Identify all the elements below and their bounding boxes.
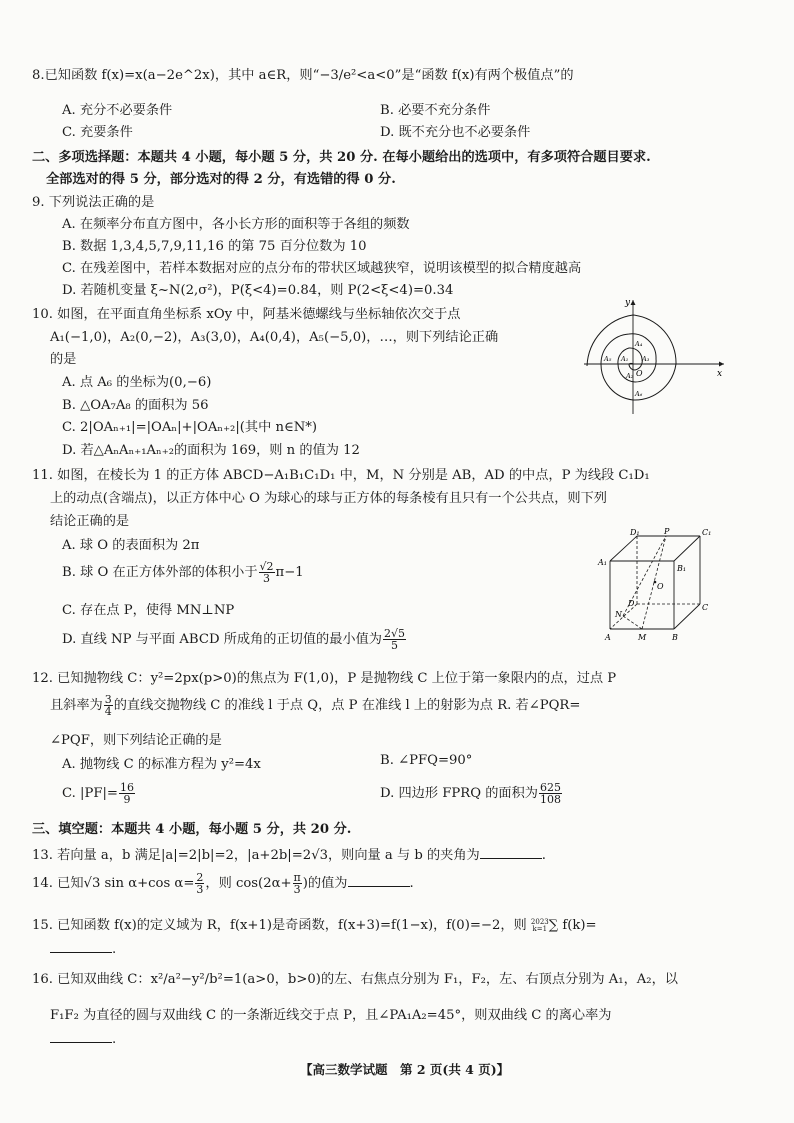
- q13-text: 13. 若向量 a，b 满足|a|=2|b|=2，|a+2b|=2√3，则向量 a 与 b 的夹角为: [32, 848, 480, 863]
- q9-stem: 9. 下列说法正确的是: [32, 195, 155, 210]
- q13-answer-blank[interactable]: [480, 846, 542, 859]
- q10-option-a: A. 点 A₆ 的坐标为(0,−6): [62, 375, 212, 390]
- q10-stem-line1: 10. 如图，在平面直角坐标系 xOy 中，阿基米德螺线与坐标轴依次交于点: [32, 307, 461, 322]
- q11-stem-line1: 11. 如图，在棱长为 1 的正方体 ABCD−A₁B₁C₁D₁ 中，M，N 分别是 AB，AD 的中点，P 为线段 C₁D₁: [32, 468, 650, 483]
- y-axis-arrow: [631, 300, 636, 305]
- a5-label: A₅: [604, 355, 612, 363]
- q12-option-d: [380, 782, 563, 805]
- q13-period: .: [541, 848, 546, 863]
- q10-option-c: C. 2|OAₙ₊₁|=|OAₙ|+|OAₙ₊₂|(其中 n∈N*): [62, 420, 318, 435]
- archimedean-spiral-figure: [578, 296, 728, 418]
- d1-label: D₁: [630, 528, 640, 537]
- q12-option-b: B. ∠PFQ=90°: [380, 753, 473, 768]
- q12-option-c-text: C. |PF|=: [62, 786, 118, 801]
- q12-option-d-fraction: [539, 782, 562, 805]
- q11-stem-line3: 结论正确的是: [50, 514, 130, 529]
- q11-option-b-text: B. 球 O 在正方体外部的体积小于: [62, 565, 258, 580]
- a-label: A: [605, 633, 611, 642]
- q9-option-c: C. 在残差图中，若样本数据对应的点分布的带状区域越狭窄，说明该模型的拟合精度越高: [62, 261, 582, 276]
- section2-note: 全部选对的得 5 分，部分选对的得 2 分，有选错的得 0 分.: [46, 172, 396, 187]
- q13-stem: [32, 844, 546, 863]
- q15-text: 15. 已知函数 f(x)的定义域为 R，f(x+1)是奇函数，f(x+3)=f(1−x)，f(0)=−2，则: [32, 918, 527, 933]
- q14-stem: [32, 872, 414, 895]
- q11-option-c: C. 存在点 P，使得 MN⊥NP: [62, 603, 235, 618]
- a2-label: A₂: [626, 372, 634, 380]
- y-label: y: [625, 298, 631, 308]
- q10-option-d: D. 若△AₙAₙ₊₁Aₙ₊₂的面积为 169，则 n 的值为 12: [62, 443, 360, 458]
- n-label: N: [615, 610, 622, 619]
- section2-title: 二、多项选择题：本题共 4 小题，每小题 5 分，共 20 分. 在每小题给出的选项中，有多项符合题目要求.: [32, 150, 651, 165]
- q14-post: )的值为: [302, 876, 348, 891]
- q12-stem-line2-post: 的直线交抛物线 C 的准线 l 于点 Q，点 P 在准线 l 上的射影为点 R. 若∠PQR=: [113, 698, 581, 713]
- q10-stem-line3: 的是: [50, 352, 77, 367]
- q11-option-d: [62, 628, 407, 651]
- q11-option-d-text: D. 直线 NP 与平面 ABCD 所成角的正切值的最小值为: [62, 632, 382, 647]
- q15-sum: ∑ f(k)=: [548, 918, 597, 933]
- q12-option-d-text: D. 四边形 FPRQ 的面积为: [380, 786, 538, 801]
- a3-label: A₃: [642, 355, 650, 363]
- p-label: P: [664, 527, 670, 536]
- cube-figure: [592, 526, 714, 644]
- q14-mid: ，则 cos(2α+: [205, 876, 292, 891]
- q12-option-c-fraction: [119, 782, 135, 805]
- a1-label: A₁: [621, 355, 629, 363]
- x-axis-arrow: [719, 362, 724, 367]
- q11-option-a: A. 球 O 的表面积为 2π: [62, 538, 200, 553]
- q14-answer-blank[interactable]: [348, 874, 410, 887]
- m-label: M: [638, 633, 647, 642]
- q12-option-c: [62, 782, 136, 805]
- q11-option-d-fraction: [383, 628, 406, 651]
- section3-title: 三、填空题：本题共 4 小题，每小题 5 分，共 20 分.: [32, 822, 352, 837]
- q12-slope-fraction: [104, 694, 113, 717]
- q14-text: 14. 已知√3 sin α+cos α=: [32, 876, 195, 891]
- q8-option-b: B. 必要不充分条件: [380, 103, 491, 118]
- q11-option-b: [62, 561, 304, 584]
- q14-fraction-pi: [293, 872, 302, 895]
- q12-stem-line3: ∠PQF，则下列结论正确的是: [50, 733, 222, 748]
- x-label: x: [717, 369, 723, 379]
- c1-label: C₁: [702, 528, 712, 537]
- q8-option-c: C. 充要条件: [62, 125, 133, 140]
- q16-stem-line1: 16. 已知双曲线 C：x²/a²−y²/b²=1(a>0，b>0)的左、右焦点分别为 F₁，F₂，左、右顶点分别为 A₁，A₂，以: [32, 972, 678, 987]
- c-label: C: [702, 603, 709, 612]
- q12-option-a: A. 抛物线 C 的标准方程为 y²=4x: [62, 757, 261, 772]
- q16-stem-line2: F₁F₂ 为直径的圆与双曲线 C 的一条渐近线交于点 P，且∠PA₁A₂=45°，则双曲线 C 的离心率为: [50, 1008, 612, 1023]
- q9-option-d: D. 若随机变量 ξ~N(2,σ²)，P(ξ<4)=0.84，则 P(2<ξ<4)=0.34: [62, 283, 454, 298]
- q12-option-d-num: 625: [539, 781, 561, 794]
- q14-period: .: [409, 876, 414, 891]
- q15-sum-limits: [531, 919, 549, 933]
- q12-stem-line1: 12. 已知抛物线 C：y²=2px(p>0)的焦点为 F(1,0)，P 是抛物线 C 上位于第一象限内的点，过点 P: [32, 671, 617, 686]
- q16-period: .: [112, 1032, 117, 1047]
- origin-label: O: [636, 369, 643, 378]
- q15-answer-line: [50, 940, 116, 957]
- q11-option-d-den: 5: [390, 639, 398, 652]
- b1-label: B₁: [677, 564, 687, 573]
- o-cube-label: O: [657, 582, 664, 591]
- b-label: B: [672, 633, 678, 642]
- q11-option-b-tail: π−1: [275, 565, 304, 580]
- q11-option-d-num: 2√5: [383, 627, 405, 640]
- q14-den: 3: [196, 883, 204, 896]
- spiral-curve: [587, 315, 676, 400]
- q12-slope-den: 4: [104, 705, 112, 718]
- q14-num-pi: π: [293, 871, 301, 884]
- q11-option-b-num: √2: [259, 560, 274, 573]
- a1-cube-label: A₁: [598, 558, 607, 567]
- a6-label: A₆: [635, 390, 643, 398]
- q15-period: .: [112, 942, 117, 957]
- q11-stem-line2: 上的动点(含端点)，以正方体中心 O 为球心的球与正方体的每条棱有且只有一个公共点，则下列: [50, 491, 607, 506]
- q8-option-a: A. 充分不必要条件: [62, 103, 173, 118]
- q12-slope-num: 3: [104, 693, 112, 706]
- q11-option-b-fraction: [259, 561, 275, 584]
- q12-option-c-den: 9: [123, 793, 131, 806]
- q14-num: 2: [196, 871, 204, 884]
- q14-den-pi: 3: [293, 883, 301, 896]
- q10-option-b: B. △OA₇A₈ 的面积为 56: [62, 398, 209, 413]
- q10-stem-line2: A₁(−1,0)，A₂(0,−2)，A₃(3,0)，A₄(0,4)，A₅(−5,0)，…，则下列结论正确: [50, 330, 499, 345]
- q9-option-b: B. 数据 1,3,4,5,7,9,11,16 的第 75 百分位数为 10: [62, 239, 367, 254]
- q8-option-d: D. 既不充分也不必要条件: [380, 125, 531, 140]
- q12-option-c-num: 16: [119, 781, 134, 794]
- q16-answer-blank[interactable]: [50, 1030, 112, 1043]
- q11-option-b-den: 3: [263, 572, 271, 585]
- q9-option-a: A. 在频率分布直方图中，各小长方形的面积等于各组的频数: [62, 217, 410, 232]
- d-label: D: [628, 599, 635, 608]
- q15-stem: [32, 914, 597, 933]
- q16-answer-line: [50, 1030, 116, 1047]
- a4-label: A₄: [635, 340, 643, 348]
- q12-stem-line2: [50, 694, 580, 717]
- q15-sum-bottom: k=1: [532, 924, 548, 933]
- cube-center-point: [654, 581, 657, 584]
- page-footer: 【高三数学试题 第 2 页(共 4 页)】: [300, 1062, 510, 1077]
- q12-option-d-den: 108: [539, 793, 561, 806]
- q15-answer-blank[interactable]: [50, 940, 112, 953]
- q12-stem-line2-pre: 且斜率为: [50, 698, 103, 713]
- q8-stem: 8.已知函数 f(x)=x(a−2e^2x)，其中 a∈R，则“−3/e²<a<0”是“函数 f(x)有两个极值点”的: [32, 68, 574, 83]
- q15-sum-top: 2023: [530, 917, 549, 926]
- q14-fraction: [195, 872, 204, 895]
